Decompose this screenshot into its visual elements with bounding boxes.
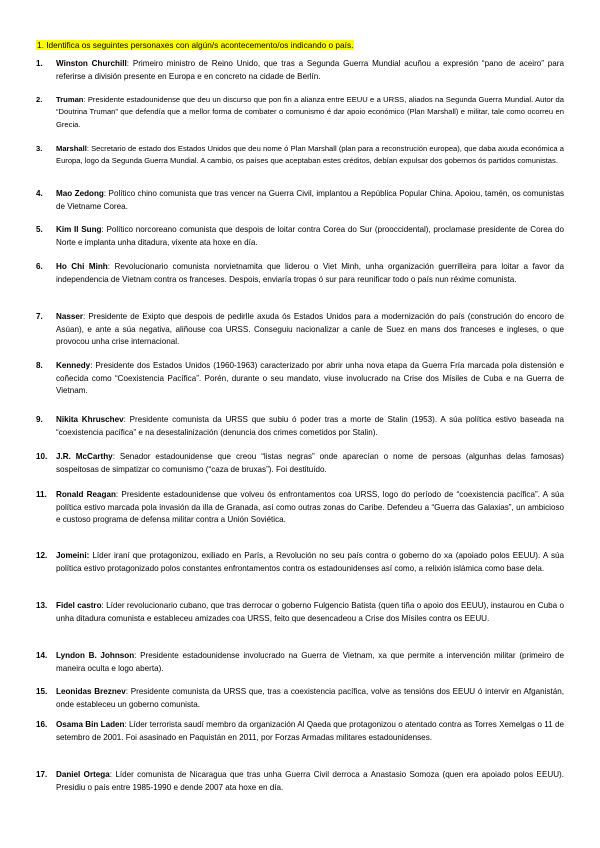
list-item [36,489,564,527]
list-item [36,311,564,349]
item-number: 1. [36,59,43,68]
exercise-heading-text: 1. Identifica os seguintes personaxes con algún/s acontecemento/os indicando o país. [37,40,354,50]
person-name: Truman [56,95,84,104]
list-item [36,650,564,675]
list-item [36,188,564,213]
item-number: 17. [36,770,48,779]
person-description: : Líder comunista de Nicaragua que tras unha Guerra Civil derroca a Anastasio Somoza (quen era apoiado polos EEUU). Presidiu o país entre 1985-1990 e dende 2007 ata hoxe en día. [56,770,564,792]
item-number: 5. [36,225,43,234]
person-name: Nasser [56,312,84,321]
list-item [36,686,564,711]
item-body [56,311,564,349]
item-number: 13. [36,601,48,610]
person-description: : Secretario de estado dos Estados Unidos que deu nome ó Plan Marshall (plan para a reconstrución europea), que daba axuda económica a Europa, logo da Segunda Guerra Mundial. A cambio, os países que aceptaban estes créditos, debían expulsar dos gobernos ós partidos comunistas. [56,144,564,166]
item-number: 9. [36,415,43,424]
item-body [56,58,564,83]
list-item [36,600,564,625]
person-name: Ho Chi Minh [56,262,108,271]
person-description: : Político chino comunista que tras vencer na Guerra Civil, implantou a República Popular China. Apoiou, tamén, os comunistas de Vietname Corea. [56,189,564,211]
item-body [56,451,564,476]
person-name: Kim Il Sung [56,225,102,234]
item-body [56,414,564,439]
list-item [36,143,564,168]
person-name: Ronald Reagan [56,490,116,499]
list-item [36,58,564,83]
item-body [56,143,564,168]
item-number: 16. [36,720,48,729]
list-item [36,94,564,131]
person-description: : Presidente comunista da URSS que, tras a coexistencia pacífica, volve as tensións dos EEUU ó intervir en Afganistán, onde estableceu un goberno comunista. [56,687,564,709]
person-description: : Primeiro ministro de Reino Unido, que tras a Segunda Guerra Mundial acuñou a expresión “pano de aceiro” para referirse a división presente en Europa e en concreto na cidade de Berlín. [56,59,565,81]
item-body [56,550,564,575]
person-name: Winston Churchill [56,59,127,68]
list-item [36,719,564,744]
person-name: Nikita Khruschev [56,415,124,424]
list-item [36,414,564,439]
person-description: : Líder terrorista saudí membro da organización Al Qaeda que protagonizou o atentado contra as Torres Xemelgas o 11 de setembro de 2001. Foi asasinado en Paquistán en 2011, por Forzas Armadas militares estadounidenses. [56,720,564,742]
item-body [56,650,564,675]
person-name: Leonidas Breznev [56,687,126,696]
item-number: 7. [36,312,43,321]
person-name: Jomeini: [56,551,90,560]
person-name: Marshall [56,144,87,153]
exercise-heading [36,40,354,51]
item-body [56,600,564,625]
person-name: Daniel Ortega [56,770,110,779]
item-body [56,261,564,286]
item-number: 11. [36,490,47,499]
person-description: : Líder revolucionario cubano, que tras derrocar o goberno Fulgencio Batista (quen tiña o apoio dos EEUU), instaurou en Cuba o unha ditadura comunista e estableceu amizades coa URSS, feito que desencadeou a Crise dos Mísiles contra os EEUU. [56,601,564,623]
item-number: 15. [36,687,48,696]
item-body [56,769,564,794]
person-name: Fidel castro [56,601,102,610]
item-number: 8. [36,361,43,370]
person-name: Kennedy [56,361,91,370]
item-body [56,489,564,527]
item-body [56,94,564,131]
item-body [56,360,564,398]
person-description: : Político norcoreano comunista que despois de loitar contra Corea do Sur (prooccidental), proclamase presidente de Corea do Norte e implanta unha ditadura, vixente ata hoxe en día. [56,225,565,247]
list-item [36,261,564,286]
person-description: : Presidente dos Estados Unidos (1960-1963) caracterizado por abrir unha nova etapa da Guerra Fría marcada pola distensión e coñecida como “Coexistencia Pacífica”. Porén, durante o seu mandato, viuse involucrado na Crise dos Mísiles de Cuba e na Guerra de Vietnam. [56,361,564,396]
person-description: : Presidente comunista da URSS que subiu ó poder tras a morte de Stalin (1953). A súa política estivo baseada na “coexistencia pacífica” e na desestalinización (denuncia dos crimes cometidos por Stalin). [56,415,564,437]
item-number: 10. [36,452,48,461]
item-number: 6. [36,262,43,271]
item-body [56,686,564,711]
item-body [56,224,564,249]
list-item [36,550,564,575]
item-body [56,719,564,744]
person-name: Osama Bin Laden [56,720,125,729]
list-item [36,224,564,249]
list-item [36,769,564,794]
person-description: : Revolucionario comunista norvietnamita que liderou o Viet Minh, unha organización guerrilleira para loitar a favor da independencia de Vietnam contra os franceses. Despois, enviaría tropas ó sur para reunificar todo o país nun réxime comunista. [56,262,565,284]
person-description: : Presidente de Exipto que despois de pedirlle axuda ós Estados Unidos para a modernización do país (construción do encoro de Asúan), e ante a súa negativa, aliñouse coa URSS. Conseguiu nacionalizar a canle de Suez en mans dos franceses e ingleses, o que provocou unha crise internacional. [56,312,564,347]
item-body [56,188,564,213]
person-description: Líder iraní que protagonizou, exiliado en París, a Revolución no seu país contra o goberno do xa (apoiado polos EEUU). A súa política estivo protagonizado polos constantes enfrontamentos contra os estadounidenses así como, a relixión islámica como base dela. [56,551,564,573]
list-item [36,451,564,476]
person-name: Mao Zedong [56,189,104,198]
item-number: 3. [36,144,43,153]
list-item [36,360,564,398]
item-number: 4. [36,189,43,198]
item-number: 2. [36,95,43,104]
person-name: Lyndon B. Johnson [56,651,135,660]
person-description: : Senador estadounidense que creou “listas negras” onde aparecían o nome de persoas (algunhas delas famosas) sospeitosas de simpatizar co comunismo (“caza de bruxas”). Foi destituído. [56,452,564,474]
person-name: J.R. McCarthy [56,452,113,461]
item-number: 14. [36,651,48,660]
item-number: 12. [36,551,48,560]
person-description: : Presidente estadounidense que volveu ós enfrontamentos coa URSS, logo do período de “coexistencia pacífica”. A súa política estivo marcada pola invasión da illa de Granada, así como outras zonas do Caribe. Defendeu a “Guerra das Galaxias”, un ambicioso e custoso programa de defensa militar contra a Unión Soviética. [56,490,564,525]
person-description: : Presidente estadounidense que deu un discurso que pon fin a alianza entre EEUU e a URSS, aliados na Segunda Guerra Mundial. Autor da “Doutrina Truman” que defendía que a mellor forma de combater o comunismo é dar apoio económico (Plan Marshall) e militar, tale como ocorreu en Grecia. [56,95,564,129]
person-description: : Presidente estadounidense involucrado na Guerra de Vietnam, xa que permite a intervención militar (primeiro de maneira oculta e logo aberta). [56,651,564,673]
